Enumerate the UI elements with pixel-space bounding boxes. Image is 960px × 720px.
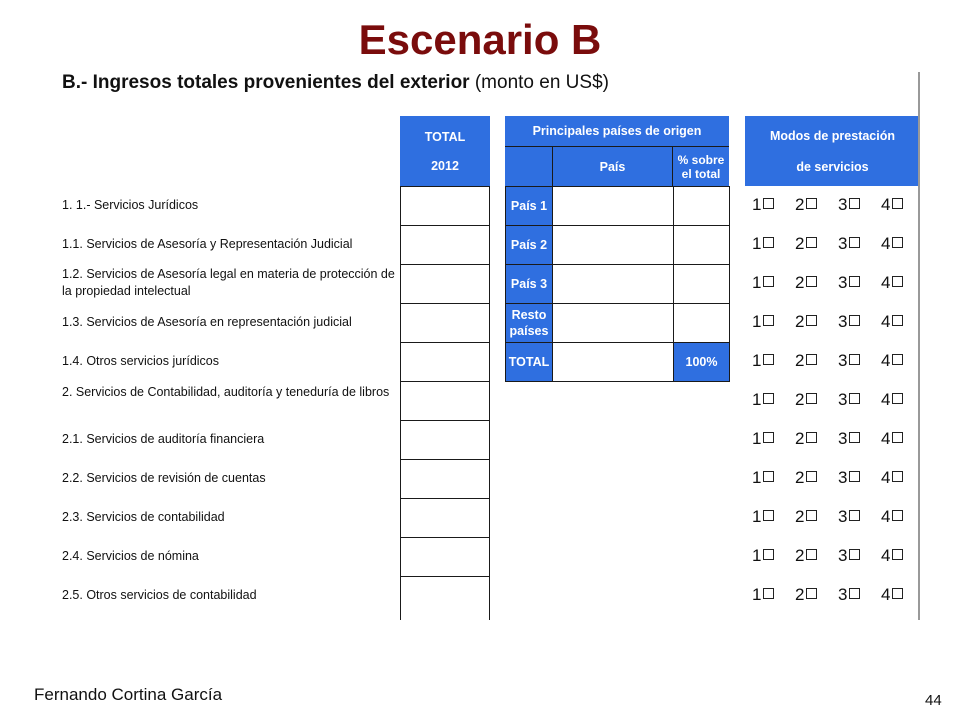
mode-number: 1	[752, 429, 762, 448]
percent-input-cell[interactable]	[673, 264, 730, 304]
mode-number: 3	[838, 195, 848, 214]
mode-number: 4	[881, 585, 891, 604]
percent-input-cell[interactable]	[673, 225, 730, 265]
total-input-cell[interactable]	[400, 303, 490, 343]
mode-option	[795, 547, 817, 565]
mode-number: 1	[752, 273, 762, 292]
total-input-cell[interactable]	[400, 576, 490, 620]
percent-input-cell[interactable]	[673, 303, 730, 343]
mode-checkbox[interactable]	[763, 510, 774, 521]
mode-checkbox[interactable]	[806, 354, 817, 365]
total-input-cell[interactable]	[400, 342, 490, 382]
mode-number: 3	[838, 585, 848, 604]
mode-checkbox[interactable]	[849, 354, 860, 365]
mode-number: 2	[795, 390, 805, 409]
mode-checkbox[interactable]	[849, 588, 860, 599]
mode-number: 1	[752, 390, 762, 409]
mode-option	[795, 469, 817, 487]
mode-option	[838, 274, 860, 292]
mode-number: 1	[752, 507, 762, 526]
total-input-cell[interactable]	[400, 225, 490, 265]
mode-number: 3	[838, 312, 848, 331]
mode-option	[795, 274, 817, 292]
mode-option	[795, 352, 817, 370]
country-total-cell[interactable]	[552, 342, 674, 382]
mode-number: 2	[795, 273, 805, 292]
total-input-cell[interactable]	[400, 537, 490, 577]
mode-number: 1	[752, 234, 762, 253]
mode-option	[752, 547, 774, 565]
mode-checkbox[interactable]	[806, 237, 817, 248]
mode-checkbox[interactable]	[849, 393, 860, 404]
mode-checkbox[interactable]	[806, 198, 817, 209]
mode-number: 4	[881, 390, 891, 409]
modes-header-line1: Modos de prestación	[769, 128, 896, 143]
row-label: 2.1. Servicios de auditoría financiera	[62, 432, 265, 446]
mode-number: 2	[795, 468, 805, 487]
mode-number: 2	[795, 585, 805, 604]
mode-number: 4	[881, 429, 891, 448]
total-input-cell[interactable]	[400, 264, 490, 304]
mode-option	[838, 313, 860, 331]
mode-number: 4	[881, 273, 891, 292]
mode-option	[795, 391, 817, 409]
mode-number: 3	[838, 390, 848, 409]
total-input-cell[interactable]	[400, 498, 490, 538]
mode-checkbox[interactable]	[892, 315, 903, 326]
country-input-cell[interactable]	[552, 264, 674, 304]
mode-option	[881, 547, 903, 565]
mode-option	[838, 508, 860, 526]
mode-checkbox[interactable]	[892, 276, 903, 287]
mode-option	[752, 391, 774, 409]
row-label: 1.3. Servicios de Asesoría en representación judicial	[62, 315, 352, 329]
mode-option	[752, 352, 774, 370]
total-header	[400, 116, 490, 186]
modes-header	[745, 116, 920, 186]
mode-checkbox[interactable]	[892, 354, 903, 365]
mode-option	[752, 469, 774, 487]
right-border-line	[918, 72, 920, 620]
subtitle-bold: B.- Ingresos totales provenientes del exterior	[62, 72, 470, 93]
mode-option	[752, 274, 774, 292]
pais-column-header: País	[553, 146, 673, 186]
percent-input-cell[interactable]	[673, 186, 730, 226]
mode-number: 2	[795, 312, 805, 331]
mode-checkbox[interactable]	[892, 588, 903, 599]
row-label: 2.5. Otros servicios de contabilidad	[62, 588, 257, 602]
mode-checkbox[interactable]	[763, 198, 774, 209]
mode-checkbox[interactable]	[806, 471, 817, 482]
mode-checkbox[interactable]	[763, 432, 774, 443]
country-input-cell[interactable]	[552, 186, 674, 226]
mode-checkbox[interactable]	[892, 549, 903, 560]
mode-checkbox[interactable]	[892, 198, 903, 209]
mode-checkbox[interactable]	[892, 237, 903, 248]
mode-checkbox[interactable]	[806, 588, 817, 599]
mode-checkbox[interactable]	[892, 471, 903, 482]
mode-number: 4	[881, 195, 891, 214]
mode-checkbox[interactable]	[849, 510, 860, 521]
mode-checkbox[interactable]	[806, 315, 817, 326]
mode-option	[795, 430, 817, 448]
mode-number: 1	[752, 195, 762, 214]
mode-option	[795, 313, 817, 331]
origin-row-label: País 3	[505, 264, 553, 304]
modes-header-line2: de servicios	[796, 159, 869, 174]
mode-checkbox[interactable]	[892, 510, 903, 521]
mode-option	[838, 196, 860, 214]
mode-number: 2	[795, 195, 805, 214]
origin-total-percent: 100%	[673, 342, 730, 382]
mode-option	[881, 235, 903, 253]
mode-checkbox[interactable]	[806, 393, 817, 404]
mode-checkbox[interactable]	[763, 354, 774, 365]
mode-number: 3	[838, 546, 848, 565]
mode-checkbox[interactable]	[806, 549, 817, 560]
footer-author: Fernando Cortina García	[34, 685, 223, 704]
mode-number: 4	[881, 234, 891, 253]
mode-number: 4	[881, 351, 891, 370]
total-input-cell[interactable]	[400, 459, 490, 499]
mode-number: 1	[752, 312, 762, 331]
mode-option	[795, 196, 817, 214]
row-label: 1.4. Otros servicios jurídicos	[62, 354, 219, 368]
mode-option	[881, 196, 903, 214]
mode-number: 1	[752, 351, 762, 370]
mode-option	[881, 352, 903, 370]
section-subtitle	[62, 72, 609, 94]
mode-number: 2	[795, 351, 805, 370]
mode-checkbox[interactable]	[849, 198, 860, 209]
mode-checkbox[interactable]	[763, 393, 774, 404]
mode-number: 3	[838, 507, 848, 526]
mode-option	[881, 586, 903, 604]
mode-option	[752, 196, 774, 214]
mode-option	[838, 586, 860, 604]
mode-option	[881, 313, 903, 331]
mode-checkbox[interactable]	[806, 432, 817, 443]
country-input-cell[interactable]	[552, 303, 674, 343]
total-input-cell[interactable]	[400, 381, 490, 421]
mode-checkbox[interactable]	[763, 549, 774, 560]
total-input-cell[interactable]	[400, 186, 490, 226]
mode-number: 1	[752, 585, 762, 604]
mode-checkbox[interactable]	[892, 432, 903, 443]
mode-number: 2	[795, 546, 805, 565]
total-header-year: 2012	[431, 158, 459, 173]
mode-number: 1	[752, 468, 762, 487]
total-header-label: TOTAL	[424, 129, 466, 144]
mode-option	[838, 391, 860, 409]
mode-option	[795, 235, 817, 253]
mode-option	[752, 508, 774, 526]
mode-option	[752, 235, 774, 253]
mode-checkbox[interactable]	[763, 315, 774, 326]
mode-number: 2	[795, 507, 805, 526]
row-label: 1.2. Servicios de Asesoría legal en materia de protección de la propiedad intelectual	[62, 267, 395, 298]
row-label: 2.2. Servicios de revisión de cuentas	[62, 471, 266, 485]
mode-number: 2	[795, 234, 805, 253]
row-label: 2.3. Servicios de contabilidad	[62, 510, 225, 524]
mode-option	[881, 508, 903, 526]
mode-option	[838, 547, 860, 565]
mode-option	[795, 586, 817, 604]
origin-row-label: País 2	[505, 225, 553, 265]
origin-header: Principales países de origen	[505, 116, 729, 146]
mode-checkbox[interactable]	[892, 393, 903, 404]
mode-option	[752, 586, 774, 604]
mode-checkbox[interactable]	[763, 276, 774, 287]
mode-checkbox[interactable]	[763, 237, 774, 248]
mode-checkbox[interactable]	[806, 276, 817, 287]
mode-option	[752, 313, 774, 331]
mode-checkbox[interactable]	[849, 276, 860, 287]
mode-option	[881, 430, 903, 448]
mode-option	[881, 391, 903, 409]
mode-option	[838, 235, 860, 253]
mode-number: 4	[881, 546, 891, 565]
mode-checkbox[interactable]	[849, 315, 860, 326]
mode-checkbox[interactable]	[763, 588, 774, 599]
mode-number: 3	[838, 234, 848, 253]
row-label: 1.1. Servicios de Asesoría y Representación Judicial	[62, 237, 353, 251]
row-label: 2.4. Servicios de nómina	[62, 549, 199, 563]
origin-corner-cell	[505, 146, 553, 186]
mode-option	[838, 352, 860, 370]
mode-option	[838, 469, 860, 487]
total-input-cell[interactable]	[400, 420, 490, 460]
mode-checkbox[interactable]	[849, 549, 860, 560]
percent-column-header: % sobre el total	[673, 146, 729, 186]
country-input-cell[interactable]	[552, 225, 674, 265]
slide-title: Escenario B	[358, 16, 602, 63]
mode-checkbox[interactable]	[849, 237, 860, 248]
mode-option	[752, 430, 774, 448]
origin-total-label: TOTAL	[505, 342, 553, 382]
mode-number: 3	[838, 351, 848, 370]
row-label: 2. Servicios de Contabilidad, auditoría y teneduría de libros	[62, 385, 390, 399]
mode-number: 4	[881, 312, 891, 331]
mode-number: 3	[838, 273, 848, 292]
mode-checkbox[interactable]	[849, 471, 860, 482]
mode-option	[795, 508, 817, 526]
mode-number: 4	[881, 507, 891, 526]
mode-number: 2	[795, 429, 805, 448]
subtitle-rest: (monto en US$)	[474, 72, 609, 93]
row-label: 1. 1.- Servicios Jurídicos	[62, 198, 199, 212]
mode-option	[881, 274, 903, 292]
mode-number: 3	[838, 429, 848, 448]
mode-checkbox[interactable]	[763, 471, 774, 482]
mode-option	[881, 469, 903, 487]
origin-row-label: País 1	[505, 186, 553, 226]
page-number: 44	[925, 692, 942, 709]
mode-checkbox[interactable]	[849, 432, 860, 443]
origin-row-label: Resto países	[505, 303, 553, 343]
mode-number: 3	[838, 468, 848, 487]
mode-number: 1	[752, 546, 762, 565]
mode-checkbox[interactable]	[806, 510, 817, 521]
mode-number: 4	[881, 468, 891, 487]
mode-option	[838, 430, 860, 448]
